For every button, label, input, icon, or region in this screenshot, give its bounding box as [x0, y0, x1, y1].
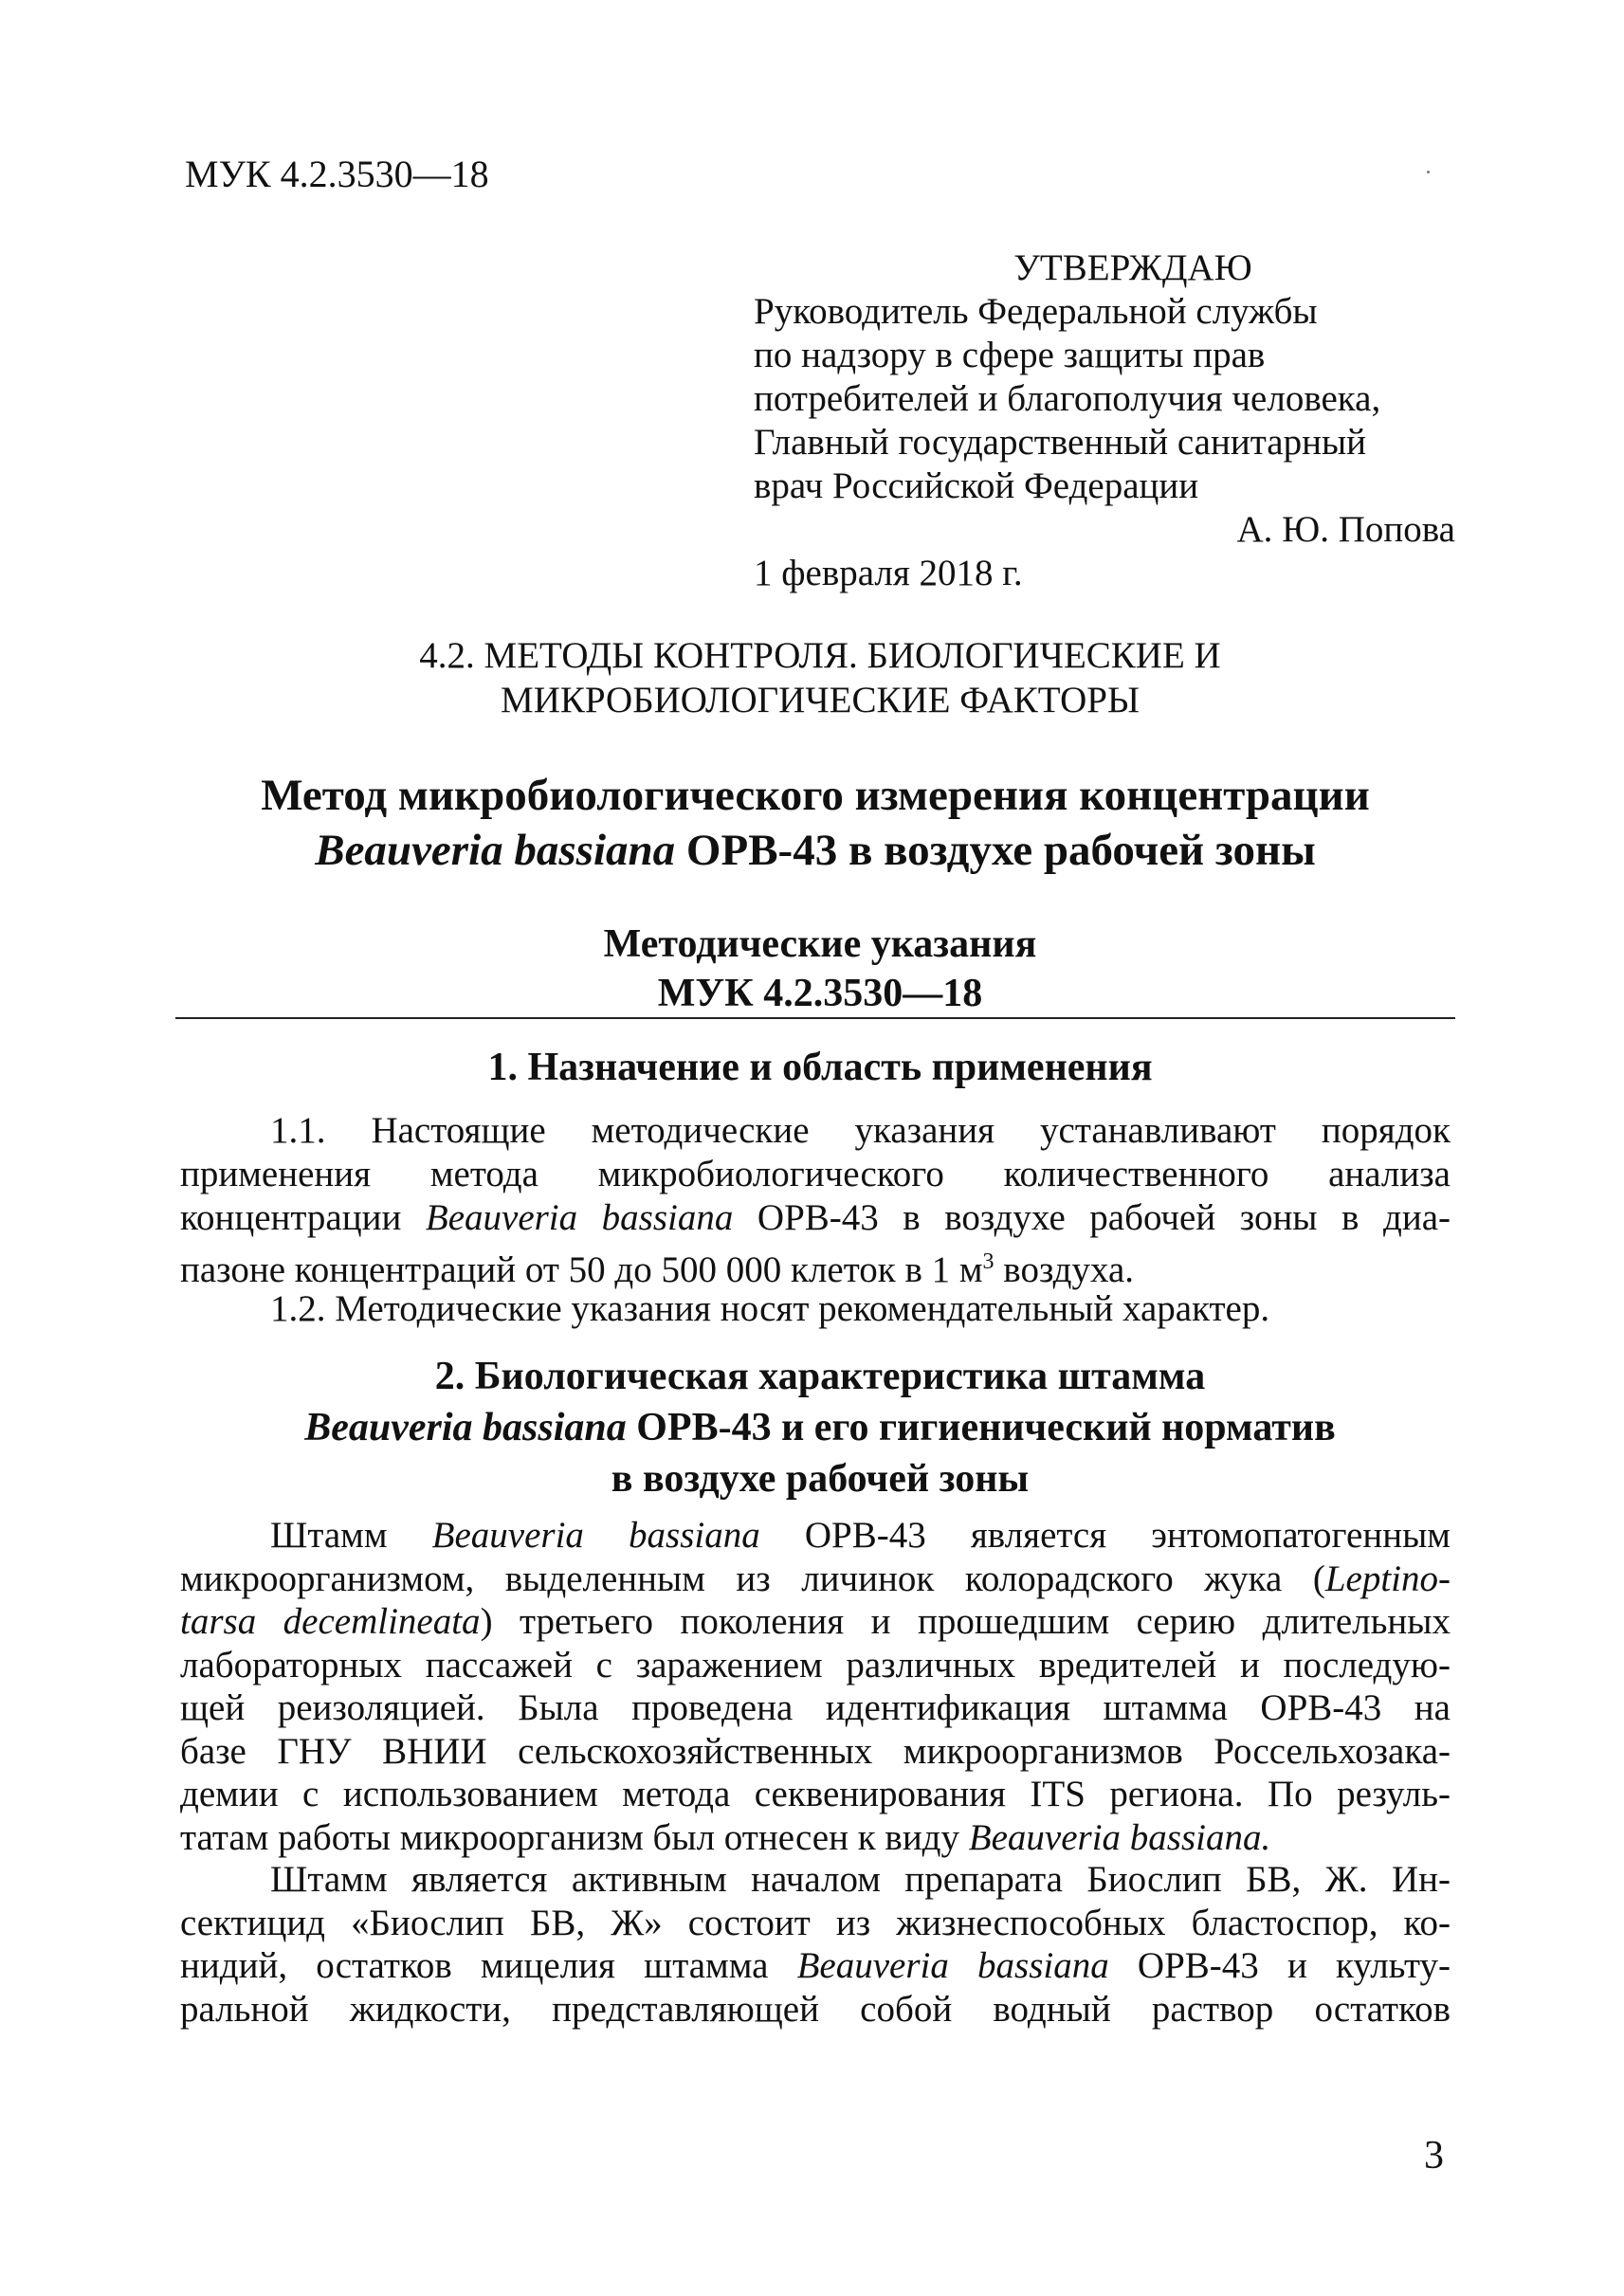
- text-line: ральной жидкости, представляющей собой водный раствор остатков: [180, 1988, 1451, 2030]
- text-run: микроорганизмом, выделенным из личинок колорадского жука (: [180, 1558, 1325, 1599]
- approval-line: Руководитель Федеральной службы: [754, 291, 1318, 332]
- species-name: Beauveria bassiana.: [968, 1816, 1271, 1858]
- guidelines-heading: [180, 920, 1460, 1018]
- text-line: базе ГНУ ВНИИ сельскохозяйственных микроорганизмов Россельхозака-: [180, 1730, 1451, 1772]
- text-run: нидий, остатков мицелия штамма: [180, 1945, 797, 1986]
- title-line: Метод микробиологического измерения концентрации: [261, 771, 1370, 820]
- text-line: [180, 1816, 1451, 1860]
- section-1-heading: 1. Назначение и область применения: [487, 1046, 1153, 1089]
- superscript: 3: [982, 1249, 994, 1274]
- text-run: ОРВ-43 является энтомопатогенным: [759, 1515, 1451, 1556]
- text-line: [180, 1240, 1451, 1292]
- heading-line: 2. Биологическая характеристика штамма: [434, 1355, 1206, 1398]
- text-run: ОРВ-43 и его гигиенический норматив: [626, 1406, 1336, 1449]
- text-line: применения метода микробиологического количественного анализа: [180, 1154, 1451, 1194]
- approval-line: Главный государственный санитарный: [754, 422, 1367, 463]
- text-line: [180, 1196, 1451, 1240]
- section-2-heading: [180, 1351, 1460, 1504]
- approval-signatory: А. Ю. Попова: [1236, 509, 1455, 550]
- text-line: Штамм является активным началом препарата Биослип БВ, Ж. Ин-: [270, 1859, 1451, 1900]
- approval-block: [754, 246, 1455, 595]
- text-run: ) третьего поколения и прошедшим серию длительных: [480, 1601, 1451, 1642]
- text-line: щей реизоляцией. Была проведена идентификация штамма ОРВ-43 на: [180, 1687, 1451, 1728]
- species-name: Beauveria bassiana: [796, 1945, 1109, 1986]
- approval-date: 1 февраля 2018 г.: [754, 553, 1023, 593]
- text-line: лабораторных пассажей с заражением различных вредителей и последую-: [180, 1644, 1451, 1686]
- approval-line: потребителей и благополучия человека,: [754, 378, 1381, 419]
- page-number: 3: [1424, 2134, 1444, 2178]
- approval-line: по надзору в сфере защиты прав: [754, 335, 1266, 375]
- text-line: [180, 1600, 1451, 1644]
- text-line: демии с использованием метода секвенирования ITS региона. По резуль-: [180, 1774, 1451, 1814]
- species-name: Leptino-: [1324, 1558, 1451, 1599]
- approval-title: УТВЕРЖДАЮ: [1013, 247, 1252, 288]
- section-caption-line: 4.2. МЕТОДЫ КОНТРОЛЯ. БИОЛОГИЧЕСКИЕ И: [419, 635, 1221, 676]
- horizontal-rule: [175, 1017, 1455, 1019]
- text-run: Штамм: [270, 1515, 432, 1556]
- title-line-rest: ОРВ-43 в воздухе рабочей зоны: [675, 826, 1316, 875]
- section-caption-line: МИКРОБИОЛОГИЧЕСКИЕ ФАКТОРЫ: [501, 680, 1140, 720]
- species-name: tarsa decemlineata: [180, 1601, 481, 1642]
- text-run: концентрации: [180, 1197, 426, 1238]
- text-line: сектицид «Биослип БВ, Ж» состоит из жизнеспособных бластоспор, ко-: [180, 1902, 1451, 1943]
- scan-speck: [1427, 171, 1430, 173]
- text-line: 1.1. Настоящие методические указания устанавливают порядок: [270, 1110, 1451, 1151]
- heading-line: [180, 1402, 1460, 1453]
- approval-line: врач Российской Федерации: [754, 465, 1199, 506]
- text-run: ОРВ-43 и культу-: [1108, 1945, 1451, 1986]
- guidelines-code: МУК 4.2.3530—18: [657, 972, 983, 1015]
- paragraph-2-2: [180, 1858, 1451, 2031]
- paragraph-1-2: 1.2. Методические указания носят рекомендательный характер.: [270, 1288, 1270, 1329]
- title-line: [142, 823, 1488, 878]
- text-run: ОРВ-43 в воздухе рабочей зоны в диа-: [733, 1197, 1451, 1238]
- heading-line: в воздухе рабочей зоны: [611, 1457, 1030, 1501]
- species-name: Beauveria bassiana: [315, 826, 676, 875]
- text-run: пазоне концентраций от 50 до 500 000 клеток в 1 м: [180, 1249, 983, 1290]
- document-title: [142, 768, 1488, 878]
- paragraph-1-1: [180, 1109, 1451, 1292]
- species-name: Beauveria bassiana: [304, 1406, 627, 1449]
- text-run: татам работы микроорганизм был отнесен к виду: [180, 1816, 969, 1858]
- paragraph-2-1: [180, 1514, 1451, 1859]
- text-line: [180, 1514, 1451, 1558]
- species-name: Beauveria bassiana: [425, 1197, 734, 1238]
- section-caption: [190, 633, 1451, 722]
- document-code: МУК 4.2.3530—18: [185, 153, 489, 195]
- guidelines-label: Методические указания: [603, 922, 1037, 966]
- text-line: [180, 1558, 1451, 1601]
- species-name: Beauveria bassiana: [431, 1515, 760, 1556]
- text-line: [180, 1944, 1451, 1988]
- text-run: воздуха.: [994, 1249, 1135, 1290]
